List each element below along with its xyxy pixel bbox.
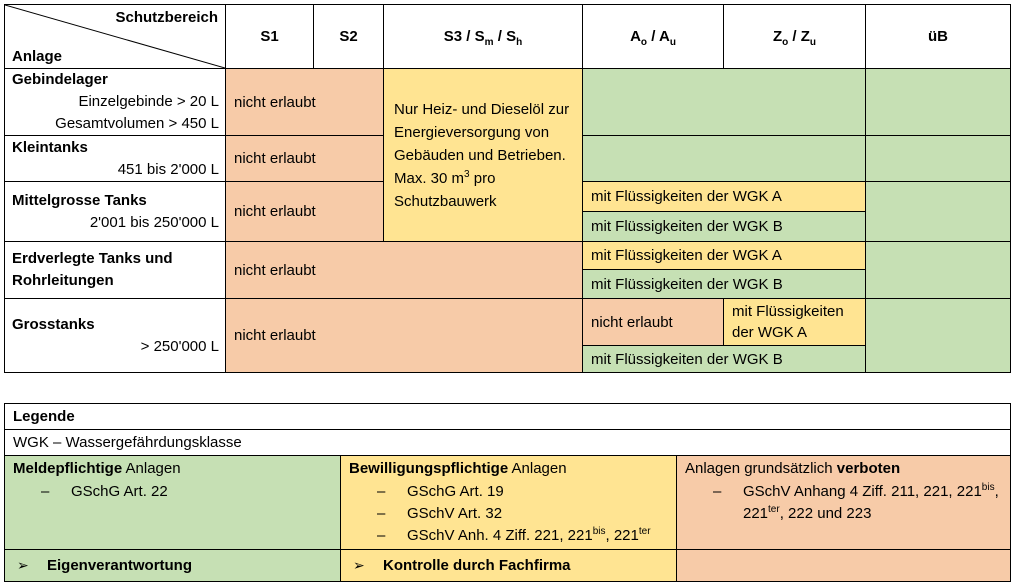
legend-category-verboten <box>677 456 1011 550</box>
legend-item-text: GSchV Art. 32 <box>407 505 503 522</box>
row-label-mittelgrosse-tanks <box>5 182 226 242</box>
anlage-name: Erdverlegte Tanks und Rohrleitungen <box>12 250 173 289</box>
category-title: Bewilligungspflichtige Anlagen <box>349 460 567 477</box>
cell-kleintanks-ueb <box>866 136 1011 182</box>
cell-grosstanks-ueb <box>866 299 1011 373</box>
row-label-grosstanks <box>5 299 226 373</box>
anlage-detail: 451 bis 2'000 L <box>117 160 219 178</box>
legend-footer-row <box>5 550 1011 582</box>
legend-item-text: GSchV Anhang 4 Ziff. 211, 221, $221^{bis}$, $221^{ter}$, 222 und 223 <box>743 482 999 522</box>
cell-mittelgrosse-wgk-b: mit Flüssigkeiten der WGK B <box>583 212 866 242</box>
col-header-zo-zu: $Z_o / Z_u$ <box>724 5 866 69</box>
legend-footer-empty <box>677 550 1011 582</box>
col-header-ao-au: $A_o / A_u$ <box>583 5 724 69</box>
legend-item <box>685 481 1002 525</box>
dash-bullet: – <box>713 483 722 500</box>
cell-erdverlegte-s1s2s3-nicht-erlaubt: nicht erlaubt <box>226 242 583 299</box>
legend-category-bewilligungspflichtig <box>341 456 677 550</box>
footer-text: Kontrolle durch Fachfirma <box>383 557 571 574</box>
legend-item <box>349 503 668 525</box>
cell-mittelgrosse-wgk-a: mit Flüssigkeiten der WGK A <box>583 182 866 212</box>
cell-kleintanks-ao-zo <box>583 136 866 182</box>
row-grosstanks-a <box>5 299 1011 346</box>
arrowhead-bullet-icon: ➢ <box>353 557 365 573</box>
cell-kleintanks-s1s2-nicht-erlaubt: nicht erlaubt <box>226 136 384 182</box>
cell-mittelgrosse-s1s2-nicht-erlaubt: nicht erlaubt <box>226 182 384 242</box>
legend-wgk-abbreviation: WGK – Wassergefährdungsklasse <box>5 430 1011 456</box>
dash-bullet: – <box>41 483 50 500</box>
legend-item <box>349 525 668 547</box>
dash-bullet: – <box>377 483 386 500</box>
corner-anlage-label: Anlage <box>12 48 63 65</box>
row-label-kleintanks <box>5 136 226 182</box>
cell-grosstanks-s1s2s3-nicht-erlaubt: nicht erlaubt <box>226 299 583 373</box>
cell-mittelgrosse-ueb <box>866 182 1011 242</box>
legend-footer-eigenverantwortung <box>5 550 341 582</box>
legend-item-text: GSchG Art. 19 <box>407 483 504 500</box>
legend-title-row <box>5 404 1011 430</box>
cell-grosstanks-ao-nicht-erlaubt: nicht erlaubt <box>583 299 724 346</box>
footer-text: Eigenverantwortung <box>47 557 193 574</box>
dash-bullet: – <box>377 505 386 522</box>
legend-categories-row <box>5 456 1011 550</box>
cell-gebindelager-s1s2-nicht-erlaubt: nicht erlaubt <box>226 69 384 136</box>
cell-s3-heizoel-note: Nur Heiz- und Dieselöl zur Energieversorgung von Gebäuden und Betrieben. Max. 30 $m^3$ pro Schutzbauwerk <box>384 69 583 242</box>
col-header-s1: S1 <box>226 5 314 69</box>
anlage-name: Grosstanks <box>12 315 95 333</box>
col-header-s2: S2 <box>314 5 384 69</box>
cell-erdverlegte-ueb <box>866 242 1011 299</box>
cell-grosstanks-zo-wgk-a: mit Flüssigkeiten der WGK A <box>724 299 866 346</box>
legend-item <box>13 481 332 503</box>
legend-item-text: GSchG Art. 22 <box>71 483 168 500</box>
schutzbereich-matrix-table <box>4 4 1011 373</box>
legend-title: Legende <box>5 404 1011 430</box>
row-label-erdverlegte-tanks <box>5 242 226 299</box>
corner-schutzbereich-label: Schutzbereich <box>115 9 218 26</box>
arrowhead-bullet-icon: ➢ <box>17 557 29 573</box>
legend-item-text: GSchV Anh. 4 Ziff. 221, $221^{bis}$, $221^{ter}$ <box>407 526 651 544</box>
cell-erdverlegte-wgk-b: mit Flüssigkeiten der WGK B <box>583 270 866 299</box>
col-header-ueb: üB <box>866 5 1011 69</box>
anlage-detail: 2'001 bis 250'000 L <box>89 213 219 231</box>
anlage-name: Mittelgrosse Tanks <box>12 191 147 209</box>
row-label-gebindelager <box>5 69 226 136</box>
legend-table <box>4 403 1011 582</box>
anlage-name: Kleintanks <box>12 138 88 156</box>
matrix-header-row <box>5 5 1011 69</box>
corner-cell <box>5 5 226 69</box>
anlage-detail: > 250'000 L <box>140 337 219 355</box>
legend-footer-kontrolle <box>341 550 677 582</box>
category-title: Meldepflichtige Anlagen <box>13 460 181 477</box>
cell-erdverlegte-wgk-a: mit Flüssigkeiten der WGK A <box>583 242 866 270</box>
cell-gebindelager-ao-zo <box>583 69 866 136</box>
legend-category-meldepflichtig <box>5 456 341 550</box>
legend-item <box>349 481 668 503</box>
anlage-name: Gebindelager <box>12 71 108 88</box>
anlage-detail: Gesamtvolumen > 450 L <box>55 115 219 132</box>
legend-abbreviation-row <box>5 430 1011 456</box>
cell-grosstanks-wgk-b: mit Flüssigkeiten der WGK B <box>583 346 866 373</box>
row-erdverlegte-tanks-a <box>5 242 1011 270</box>
dash-bullet: – <box>377 527 386 544</box>
category-title: Anlagen grundsätzlich verboten <box>685 460 901 477</box>
row-gebindelager <box>5 69 1011 136</box>
col-header-s3: $S3 / S_m / S_h$ <box>384 5 583 69</box>
cell-gebindelager-ueb <box>866 69 1011 136</box>
anlage-detail: Einzelgebinde > 20 L <box>78 93 219 110</box>
